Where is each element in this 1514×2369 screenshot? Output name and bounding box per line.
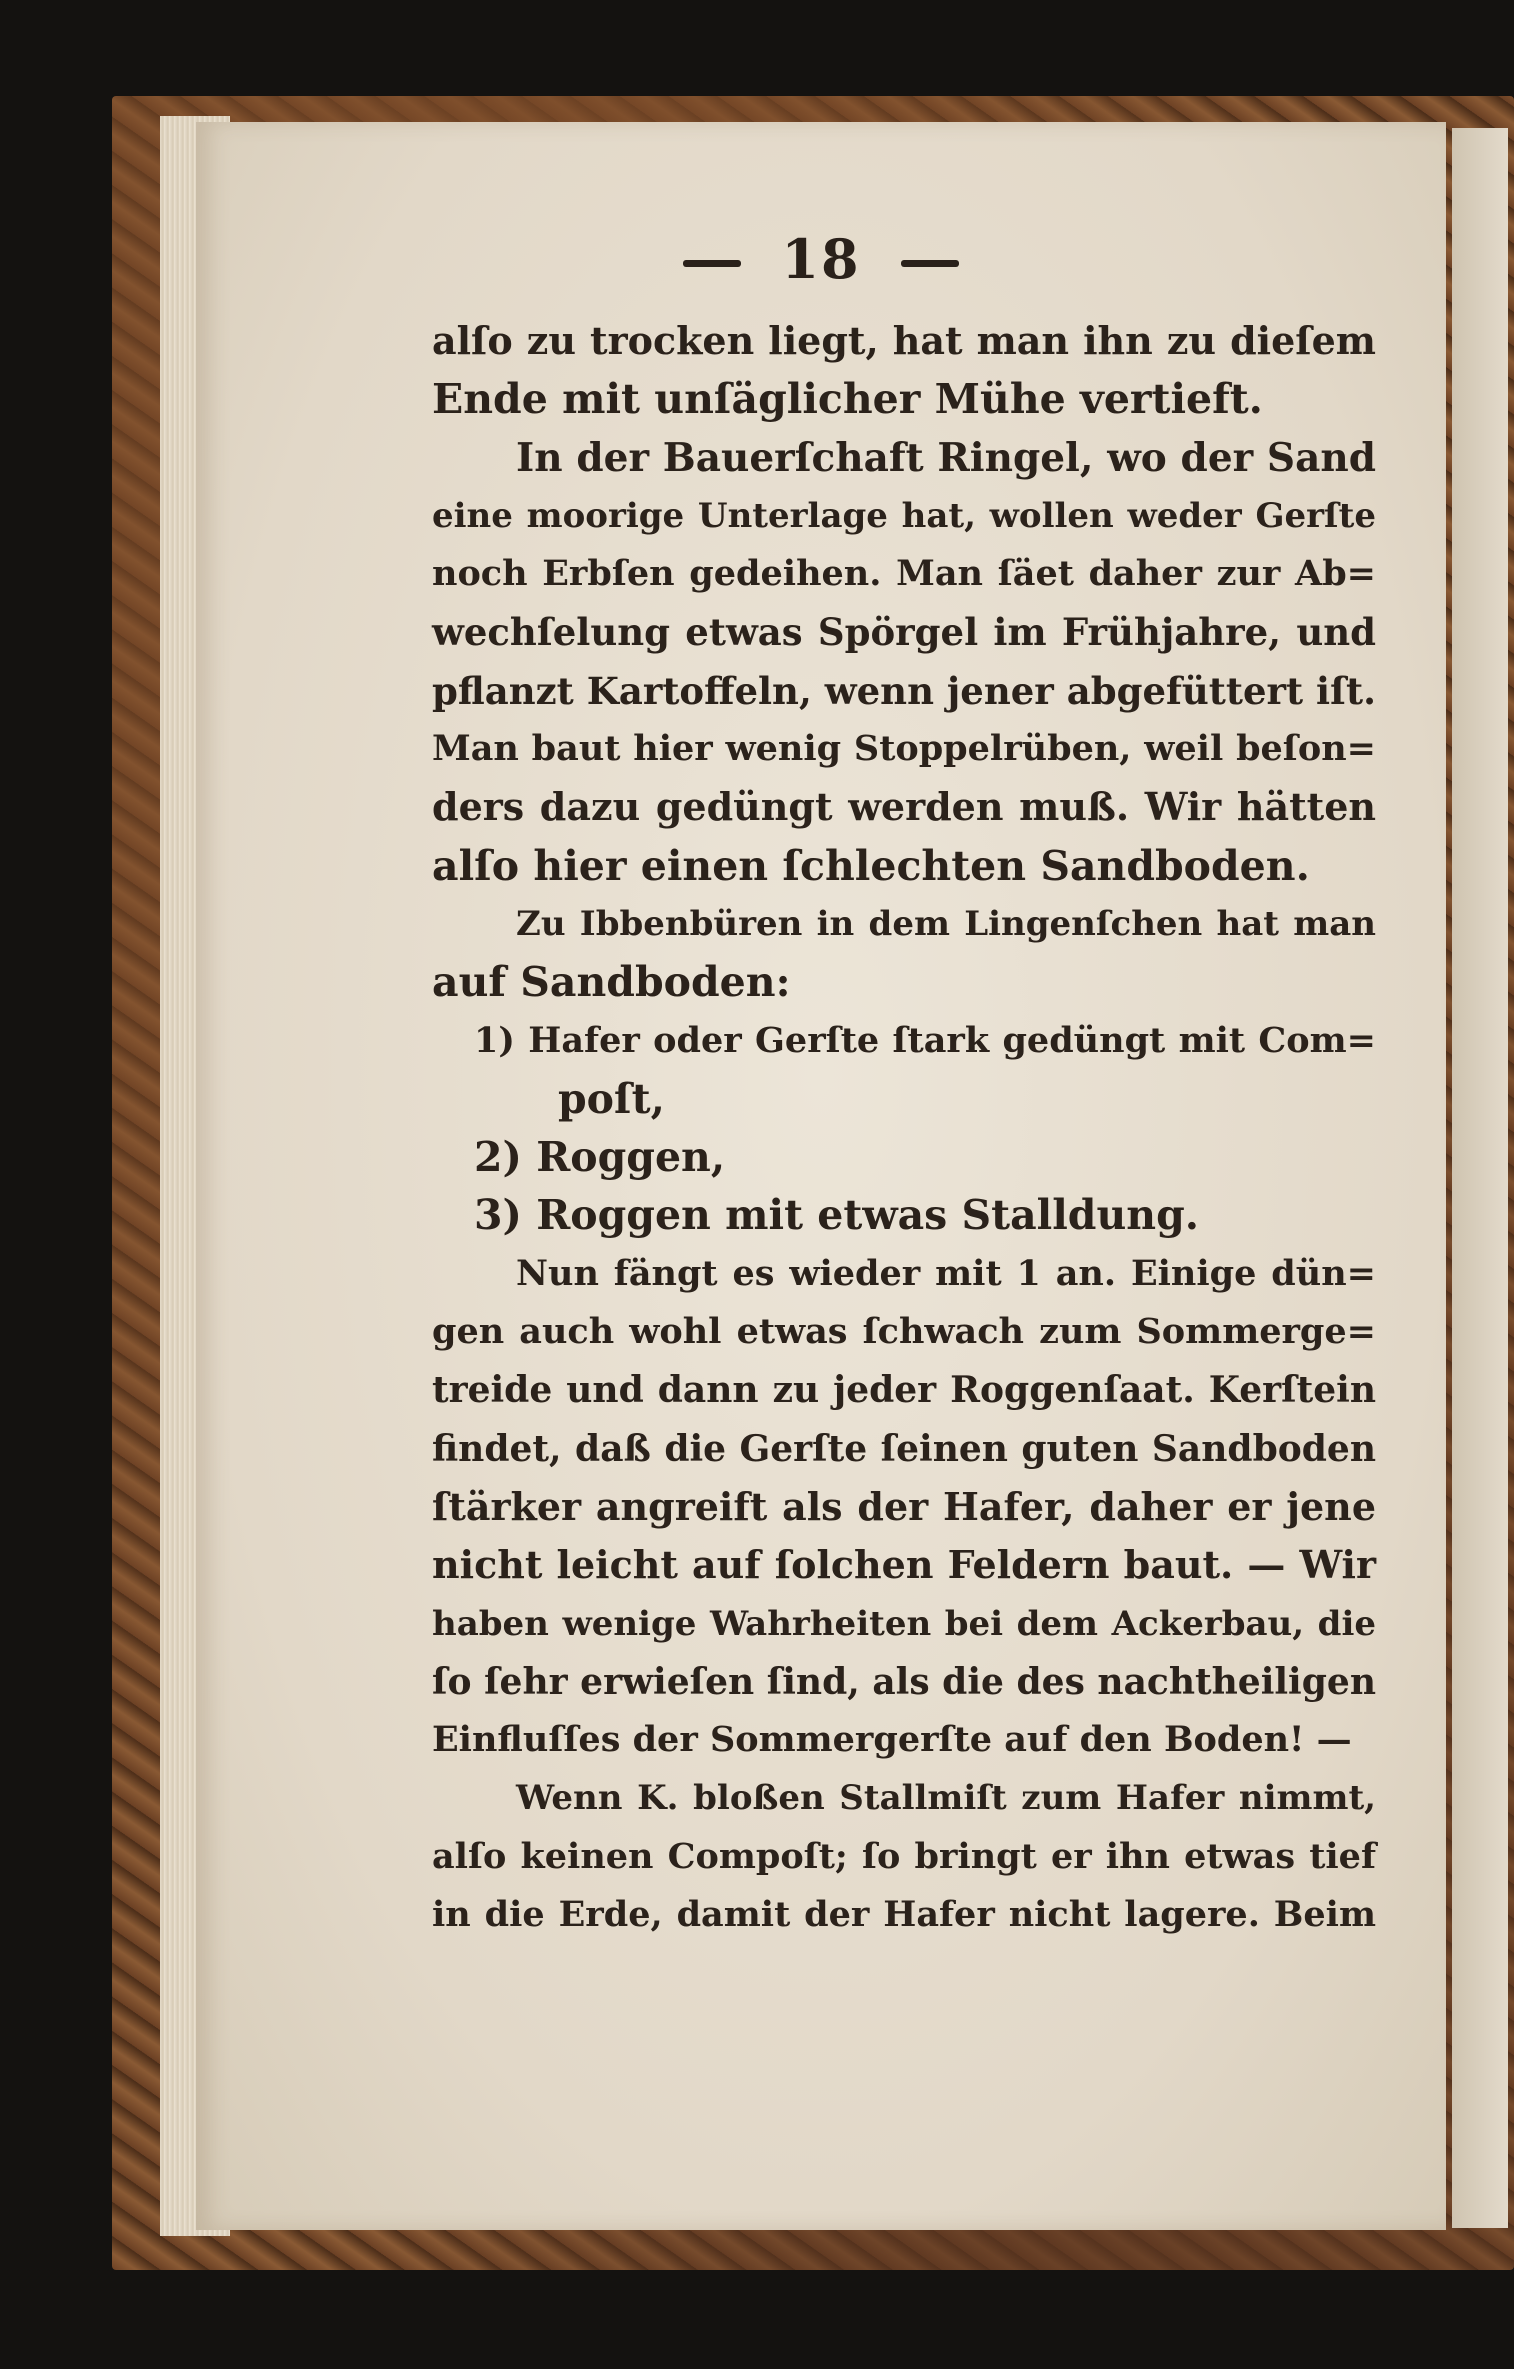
text-line: ders dazu gedüngt werden muß. Wir hätten [432, 784, 1376, 830]
text-line: Nun fängt es wieder mit 1 an. Einige dün= [516, 1252, 1376, 1294]
page-body [432, 312, 1376, 1944]
text-line: ſo ſehr erwieſen ſind, als die des nachtheiligen [432, 1660, 1376, 1703]
text-line: ſtärker angreift als der Hafer, daher er jene [432, 1483, 1376, 1529]
text-line: auf Sandboden: [432, 958, 791, 1007]
text-line: alſo keinen Compoſt; ſo bringt er ihn etwas tief [432, 1835, 1376, 1877]
text-line: gen auch wohl etwas ſchwach zum Sommerge= [432, 1311, 1376, 1353]
text-line: treide und dann zu jeder Roggenſaat. Kerſtein [432, 1369, 1376, 1412]
page-header [196, 227, 1446, 291]
text-line: wechſelung etwas Spörgel im Frühjahre, und [432, 610, 1376, 655]
header-dash-right [901, 260, 959, 267]
text-line: Wenn K. bloßen Stallmiſt zum Hafer nimmt, [516, 1778, 1376, 1819]
text-line: nicht leicht auf ſolchen Feldern baut. — Wir [432, 1542, 1376, 1588]
list-item-continuation: poſt, [558, 1074, 665, 1123]
text-line: haben wenige Wahrheiten bei dem Ackerbau, die [432, 1603, 1376, 1644]
text-line: noch Erbſen gedeihen. Man ſäet daher zur Ab= [432, 553, 1376, 595]
list-item: 3) Roggen mit etwas Stalldung. [474, 1191, 1200, 1240]
text-line: findet, daß die Gerſte ſeinen guten Sandboden [432, 1427, 1376, 1470]
list-item: 2) Roggen, [474, 1133, 726, 1182]
text-line: Ende mit unſäglicher Mühe vertieft. [432, 375, 1263, 424]
text-line: In der Bauerſchaft Ringel, wo der Sand [516, 434, 1376, 481]
header-dash-left [683, 260, 741, 267]
text-line: eine moorige Unterlage hat, wollen weder Gerſte [432, 495, 1376, 536]
page-number: 18 [781, 227, 861, 291]
facing-page-edge [1452, 128, 1508, 2228]
text-line: alſo hier einen ſchlechten Sandboden. [432, 841, 1310, 890]
text-line: Zu Ibbenbüren in dem Lingenſchen hat man [516, 903, 1376, 944]
text-line: pflanzt Kartoffeln, wenn jener abgefüttert iſt. [432, 668, 1376, 713]
list-item: 1) Hafer oder Gerſte ſtark gedüngt mit Com= [474, 1019, 1376, 1061]
text-line: alſo zu trocken liegt, hat man ihn zu dieſem [432, 318, 1376, 363]
text-line: Einfluſſes der Sommergerſte auf den Boden! — [432, 1719, 1352, 1761]
text-line: Man baut hier wenig Stoppelrüben, weil beſon= [432, 728, 1376, 770]
text-line: in die Erde, damit der Hafer nicht lagere. Beim [432, 1894, 1376, 1936]
